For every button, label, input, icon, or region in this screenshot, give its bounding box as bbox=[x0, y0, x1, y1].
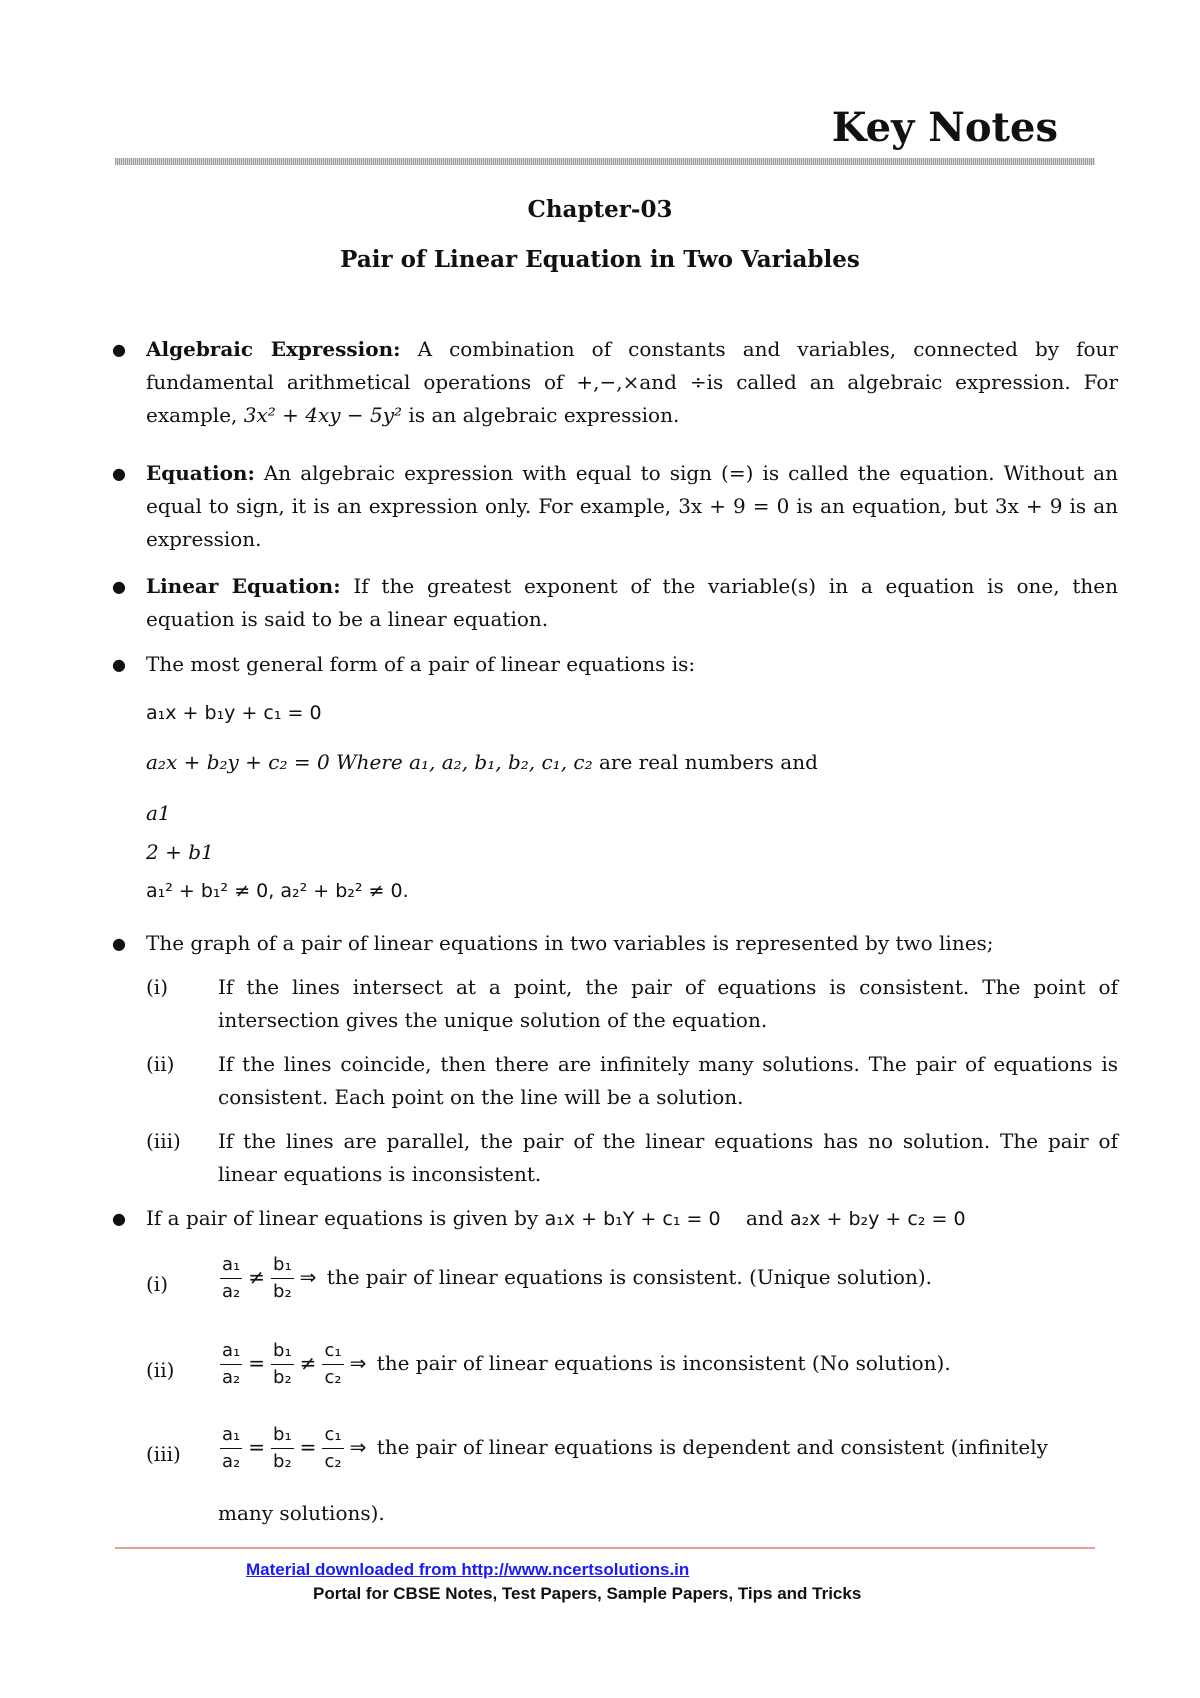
footer-portal-text: Portal for CBSE Notes, Test Papers, Sample Papers, Tips and Tricks bbox=[313, 1584, 862, 1603]
bullet: ● bbox=[112, 1209, 126, 1228]
bullet: ● bbox=[112, 655, 126, 674]
ratio-item-num: (i) bbox=[146, 1272, 169, 1296]
eq-symbol: = bbox=[248, 1435, 266, 1459]
bullet: ● bbox=[112, 340, 126, 359]
general-form-text: The most general form of a pair of linear equations is: bbox=[146, 652, 696, 676]
bullet: ● bbox=[112, 464, 126, 483]
graph-item-text: If the lines are parallel, the pair of the linear equations has no solution. The pair of linear equations is inconsistent. bbox=[218, 1129, 1118, 1186]
ratio-item-text: the pair of linear equations is inconsistent (No solution). bbox=[376, 1351, 951, 1375]
fraction-a1-a2: $\frac{\text{a₁}}{\text{a₂}}$ bbox=[222, 1340, 241, 1388]
ratios-eq2: a₂x + b₂y + c₂ = 0 bbox=[789, 1208, 966, 1230]
neq-symbol: ≠ bbox=[248, 1265, 266, 1289]
ratios-intro: If a pair of linear equations is given by bbox=[146, 1206, 539, 1230]
neq-symbol: ≠ bbox=[299, 1351, 317, 1375]
implies-symbol: ⇒ bbox=[299, 1265, 317, 1289]
stray-text-2: 2 + b1 bbox=[146, 840, 214, 864]
linear-term: Linear Equation: bbox=[146, 574, 341, 598]
eq-symbol: = bbox=[299, 1435, 317, 1459]
bullet: ● bbox=[112, 934, 126, 953]
header-title: Key Notes bbox=[831, 104, 1058, 151]
stray-text-1: a1 bbox=[146, 801, 171, 825]
general-eq1: a₁x + b₁y + c₁ = 0 bbox=[146, 702, 322, 724]
equation-text: An algebraic expression with equal to sign (=) is called the equation. Without an equal to sign, it is an expression only. For example, 3x + 9 = 0 is an equation, but 3x + 9 is an expression. bbox=[146, 461, 1118, 551]
fraction-b1-b2: $\frac{\text{b₁}}{\text{b₂}}$ bbox=[273, 1340, 292, 1388]
graph-item-text: If the lines intersect at a point, the pair of equations is consistent. The point of intersection gives the unique solution of the equation. bbox=[218, 975, 1118, 1032]
general-condition: a₁² + b₁² ≠ 0, a₂² + b₂² ≠ 0. bbox=[146, 880, 409, 902]
graph-item-text: If the lines coincide, then there are infinitely many solutions. The pair of equations is consistent. Each point on the line will be a solution. bbox=[218, 1052, 1118, 1109]
fraction-c1-c2: $\frac{\text{c₁}}{\text{c₂}}$ bbox=[324, 1340, 342, 1388]
header-rule bbox=[115, 158, 1095, 165]
graph-item-num: (i) bbox=[146, 975, 169, 999]
general-eq2: a₂x + b₂y + c₂ = 0 bbox=[146, 750, 330, 774]
algebraic-term: Algebraic Expression: bbox=[146, 337, 401, 361]
ratios-and: and bbox=[745, 1206, 784, 1230]
ratio-item-text: the pair of linear equations is consistent. (Unique solution). bbox=[326, 1265, 933, 1289]
ratio-item-num: (iii) bbox=[146, 1442, 181, 1466]
general-where: Where a₁, a₂, b₁, b₂, c₁, c₂ bbox=[336, 750, 593, 774]
fraction-b1-b2: $\frac{\text{b₁}}{\text{b₂}}$ bbox=[273, 1254, 292, 1302]
implies-symbol: ⇒ bbox=[349, 1351, 367, 1375]
equation-paragraph bbox=[146, 457, 1118, 556]
graph-item-num: (iii) bbox=[146, 1129, 181, 1153]
linear-text: If the greatest exponent of the variable(s) in a equation is one, then equation is said to be a linear equation. bbox=[146, 574, 1118, 631]
footer-download-link[interactable]: Material downloaded from http://www.ncertsolutions.in bbox=[246, 1560, 690, 1579]
eq-symbol: = bbox=[248, 1351, 266, 1375]
ratio-item-num: (ii) bbox=[146, 1358, 175, 1382]
ratio-item-text: the pair of linear equations is dependent and consistent (infinitely bbox=[376, 1435, 1048, 1459]
fraction-c1-c2: $\frac{\text{c₁}}{\text{c₂}}$ bbox=[324, 1424, 342, 1472]
footer-rule bbox=[115, 1547, 1095, 1549]
fraction-a1-a2: $\frac{\text{a₁}}{\text{a₂}}$ bbox=[222, 1254, 241, 1302]
fraction-a1-a2: $\frac{\text{a₁}}{\text{a₂}}$ bbox=[222, 1424, 241, 1472]
implies-symbol: ⇒ bbox=[349, 1435, 367, 1459]
chapter-number: Chapter-03 bbox=[527, 196, 673, 223]
ratio-item-1 bbox=[218, 1252, 932, 1305]
bullet: ● bbox=[112, 577, 126, 596]
general-where-tail: are real numbers and bbox=[592, 750, 818, 774]
algebraic-example-expr: 3x² + 4xy − 5y² bbox=[243, 403, 403, 427]
algebraic-expression-paragraph bbox=[146, 333, 1118, 432]
fraction-b1-b2: $\frac{\text{b₁}}{\text{b₂}}$ bbox=[273, 1424, 292, 1472]
ratios-eq1: a₁x + b₁Y + c₁ = 0 bbox=[544, 1208, 721, 1230]
ratio-item-2 bbox=[218, 1338, 951, 1391]
graph-text: The graph of a pair of linear equations in two variables is represented by two lines; bbox=[146, 931, 994, 955]
ratios-intro-line bbox=[146, 1202, 966, 1236]
linear-equation-paragraph bbox=[146, 570, 1118, 636]
equation-term: Equation: bbox=[146, 461, 255, 485]
ratio-item-text-cont: many solutions). bbox=[218, 1501, 385, 1525]
general-eq2-line bbox=[146, 746, 818, 779]
graph-item-num: (ii) bbox=[146, 1052, 175, 1076]
algebraic-text2: is an algebraic expression. bbox=[402, 403, 680, 427]
ratio-item-3 bbox=[218, 1422, 1118, 1475]
algebraic-text1: A combination of constants and variables, connected by four fundamental arithmetical operations of +,−,×and ÷is called an algebraic expression. For example, bbox=[146, 337, 1118, 427]
chapter-title: Pair of Linear Equation in Two Variables bbox=[340, 246, 860, 273]
